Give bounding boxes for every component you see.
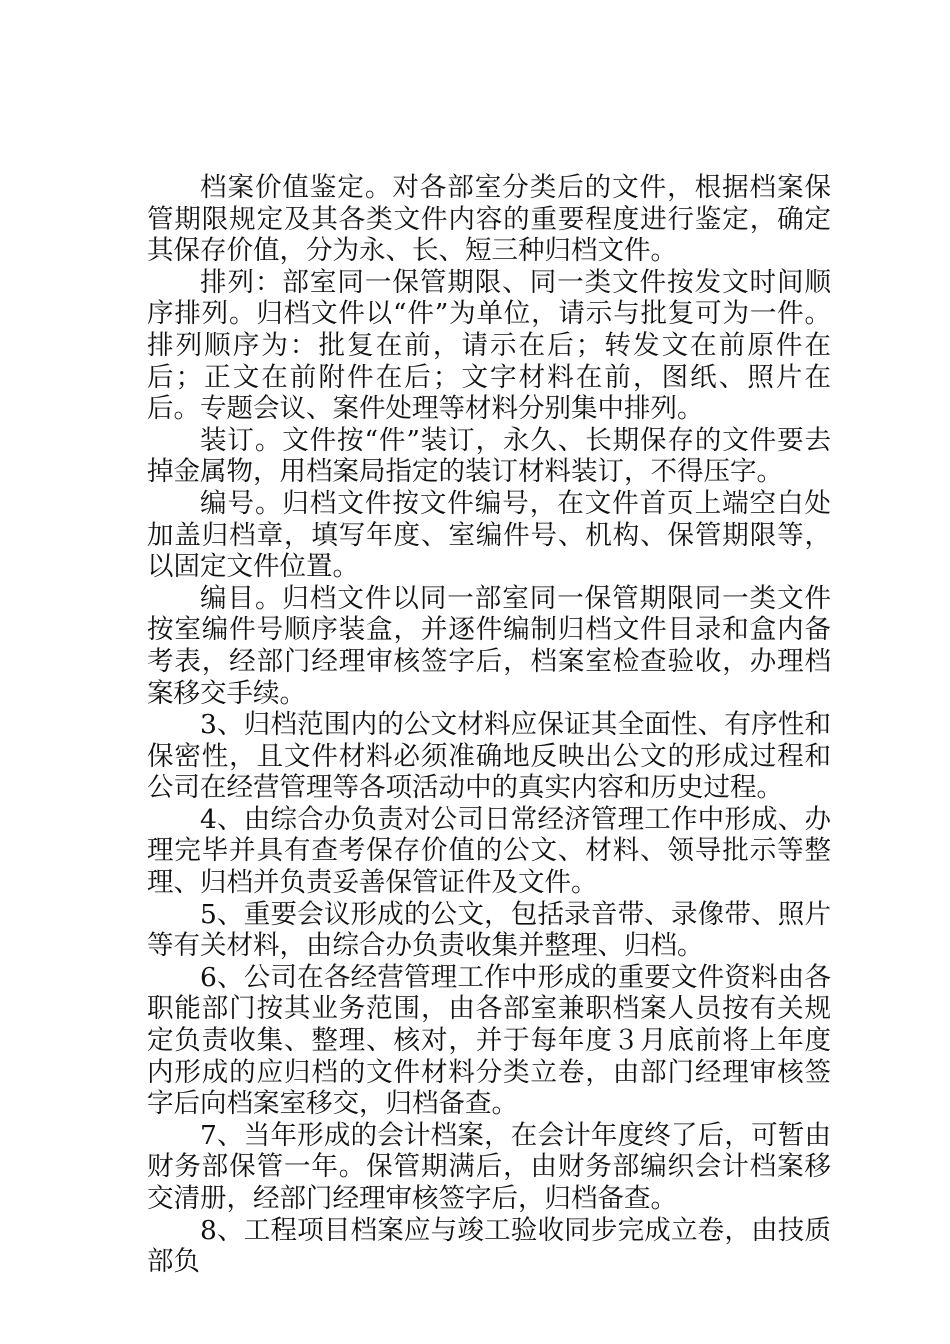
paragraph-item-3: 3、归档范围内的公文材料应保证其全面性、有序性和保密性，且文件材料必须准确地反映出公文的形成过程和公司在经营管理等各项活动中的真实内容和历史过程。: [147, 709, 831, 804]
paragraph-arrangement: 排列：部室同一保管期限、同一类文件按发文时间顺序排列。归档文件以“件”为单位，请示与批复可为一件。排列顺序为：批复在前，请示在后；转发文在前原件在后；正文在前附件在后；文字材料在前，图纸、照片在后。专题会议、案件处理等材料分别集中排列。: [147, 266, 831, 425]
paragraph-numbering: 编号。归档文件按文件编号，在文件首页上端空白处加盖归档章，填写年度、室编件号、机构、保管期限等，以固定文件位置。: [147, 487, 831, 583]
document-body: [147, 172, 831, 1278]
paragraph-cataloguing: 编目。归档文件以同一部室同一保管期限同一类文件按室编件号顺序装盒，并逐件编制归档文件目录和盒内备考表，经部门经理审核签字后，档案室检查验收，办理档案移交手续。: [147, 582, 831, 709]
paragraph-item-7: 7、当年形成的会计档案，在会计年度终了后，可暂由财务部保管一年。保管期满后，由财务部编织会计档案移交清册，经部门经理审核签字后，归档备查。: [147, 1119, 831, 1214]
paragraph-item-4: 4、由综合办负责对公司日常经济管理工作中形成、办理完毕并具有查考保存价值的公文、材料、领导批示等整理、归档并负责妥善保管证件及文件。: [147, 803, 831, 899]
paragraph-item-5: 5、重要会议形成的公文，包括录音带、录像带、照片等有关材料，由综合办负责收集并整理、归档。: [147, 898, 831, 962]
paragraph-item-8: 8、工程项目档案应与竣工验收同步完成立卷，由技质部负: [147, 1214, 831, 1278]
paragraph-archive-appraisal: 档案价值鉴定。对各部室分类后的文件，根据档案保管期限规定及其各类文件内容的重要程度进行鉴定，确定其保存价值，分为永、长、短三种归档文件。: [147, 172, 831, 267]
paragraph-binding: 装订。文件按“件”装订，永久、长期保存的文件要去掉金属物，用档案局指定的装订材料装订，不得压字。: [147, 424, 831, 488]
paragraph-item-6: 6、公司在各经营管理工作中形成的重要文件资料由各职能部门按其业务范围，由各部室兼职档案人员按有关规定负责收集、整理、核对，并于每年度３月底前将上年度内形成的应归档的文件材料分类立卷，由部门经理审核签字后向档案室移交，归档备查。: [147, 961, 831, 1120]
